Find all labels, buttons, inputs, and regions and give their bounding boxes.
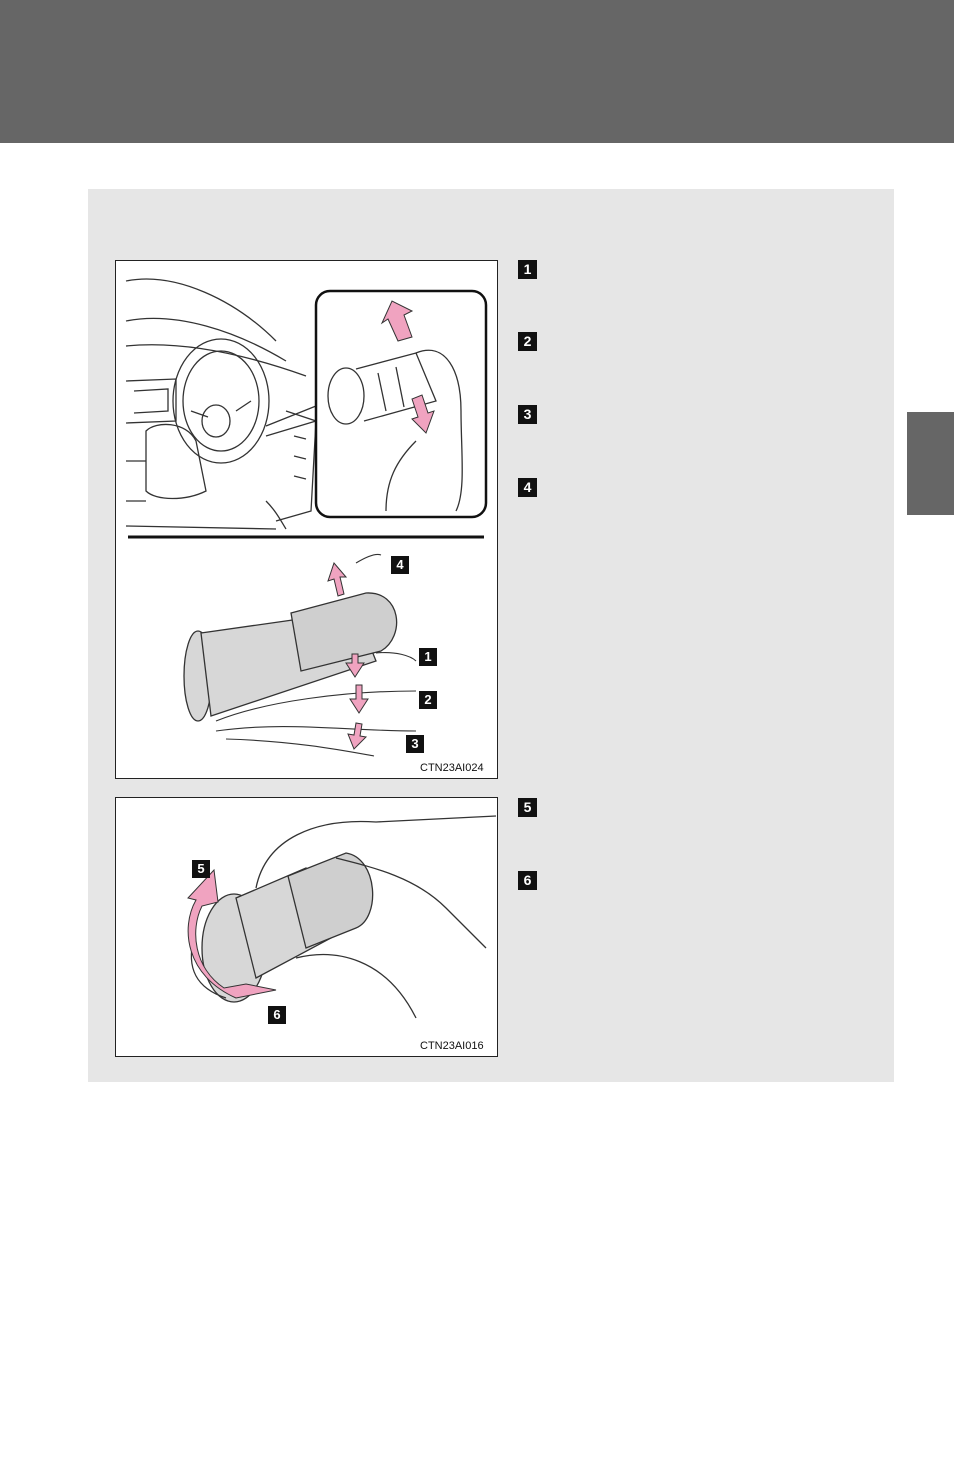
callout-3: 3	[406, 735, 424, 753]
callout-4: 4	[391, 556, 409, 574]
wiper-knob-figure	[115, 797, 498, 1057]
figure-code: CTN23AI016	[420, 1040, 484, 1052]
step-marker-4: 4	[518, 478, 537, 497]
step-marker-5: 5	[518, 798, 537, 817]
step-marker-1: 1	[518, 260, 537, 279]
step-marker-2: 2	[518, 332, 537, 351]
callout-1: 1	[419, 648, 437, 666]
wiper-lever-figure	[115, 260, 498, 779]
callout-2: 2	[419, 691, 437, 709]
chapter-tab	[907, 412, 954, 515]
callout-6: 6	[268, 1006, 286, 1024]
step-marker-3: 3	[518, 405, 537, 424]
wiper-knob-illustration	[116, 798, 498, 1057]
figure-code: CTN23AI024	[420, 762, 484, 774]
step-marker-6: 6	[518, 871, 537, 890]
callout-5: 5	[192, 860, 210, 878]
header-band	[0, 0, 954, 143]
wiper-lever-illustration	[116, 261, 498, 779]
